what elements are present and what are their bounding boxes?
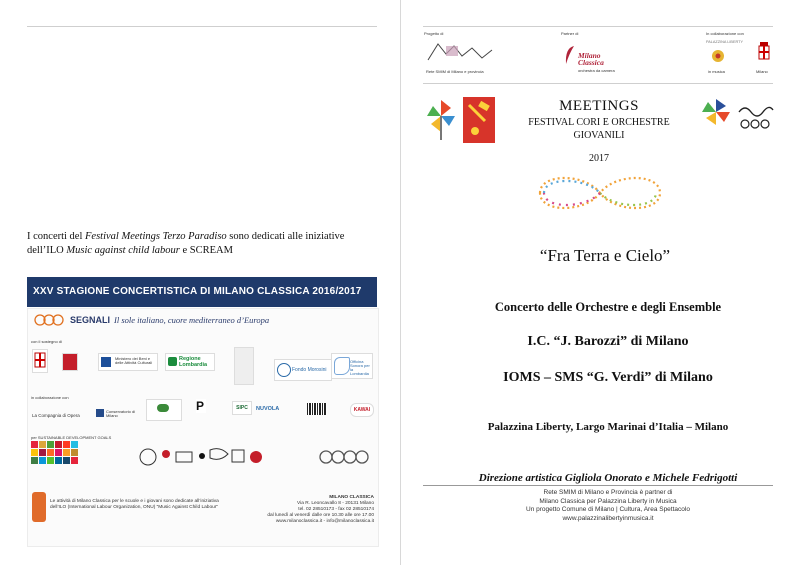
- barcode-icon: [307, 403, 327, 415]
- conservatorio-emblem-icon: [96, 409, 104, 417]
- pinwheel-icon: [425, 98, 457, 142]
- collab-name-1-sub: in musica: [708, 69, 725, 74]
- collab-label: In collaborazione con: [706, 31, 744, 36]
- ministero-emblem-icon: [101, 357, 111, 367]
- collab-logo-compagnia: La Compagnia di Opera: [32, 413, 80, 418]
- contact-address: Via R. Leoncavallo 8 - 20131 Milano: [297, 501, 374, 506]
- season-panel: [27, 308, 379, 547]
- pinwheel-dark-icon: [700, 98, 732, 126]
- footer-rule-right: [423, 485, 773, 486]
- concert-venue: Palazzina Liberty, Largo Marinai d’Italia – Milano: [487, 421, 729, 433]
- spiral-ornament-icon: [318, 445, 370, 469]
- dedication-line-1: I concerti del Festival Meetings Terzo Paradiso sono dedicati alle iniziative: [27, 231, 345, 242]
- sponsor-logo-tower: [234, 347, 254, 385]
- segnali-title: SEGNALI: [70, 315, 111, 325]
- collab-logo-conservatorio: Conservatorio di Milano: [94, 407, 140, 419]
- contact-block: [248, 495, 374, 525]
- concert-line-2: I.C. “J. Barozzi” di Milano: [527, 334, 689, 349]
- concert-line-3: IOMS – SMS “G. Verdi” di Milano: [503, 370, 713, 385]
- footer-web-link[interactable]: www.palazzinalibertyinmusica.it: [562, 514, 654, 522]
- season-banner: [27, 277, 377, 307]
- top-rule-left: [27, 26, 377, 27]
- sdg-grid-icon: [31, 441, 101, 469]
- footer-ilo-icon: [32, 492, 46, 522]
- concert-line-1: Concerto delle Orchestre e degli Ensemble: [494, 300, 722, 314]
- rete-smim-logo-icon: [426, 40, 496, 66]
- season-banner-title: XXV STAGIONE CONCERTISTICA DI MILANO CLASSICA 2016/2017: [33, 286, 362, 297]
- footer-info: [423, 489, 793, 523]
- contact-hours: dal lunedì al venerdì dalle ore 10.30 alle ore 17.00: [267, 513, 374, 518]
- conservatorio-dog-icon: [157, 404, 169, 412]
- concert-title: “Fra Terra e Cielo”: [539, 246, 671, 265]
- festival-year: 2017: [589, 153, 609, 164]
- lombardia-map-icon: [334, 357, 350, 375]
- dedication-line-2: dell’ILO Music against child labour e SCREAM: [27, 245, 233, 256]
- footer-line-2: Milano Classica per Palazzina Liberty in Musica: [539, 497, 677, 505]
- top-rule-right: [423, 26, 773, 27]
- collab-logo-kawai: KAWAI: [350, 403, 374, 417]
- scream-ornament-icon: [737, 102, 775, 132]
- partner-label: Partner di: [561, 31, 579, 36]
- sponsor-logo-officina: Officina Sonora per la Lombardia: [331, 353, 373, 379]
- contact-web: www.milanoclassica.it - info@milanoclassica.it: [275, 519, 374, 524]
- segnali-subtitle: Il sole italiano, cuore mediterraneo d’Europa: [114, 315, 270, 325]
- partner-name: Milano Classica: [578, 51, 604, 67]
- collab-logo-nuvola: NUVOLA: [256, 406, 280, 412]
- section-sdg-label: per SUSTAINABLE DEVELOPMENT GOALS: [31, 435, 112, 440]
- collab-logo-p: P: [196, 399, 205, 413]
- footer-line-3: Un progetto Comune di Milano | Cultura, Area Spettacolo: [526, 506, 690, 513]
- footer-note: Le attività di Milano Classica per le scuole e i giovani sono dedicate all’iniziativa dell’ILO (International Labour Organization, ONU) “Music Against Child Labour”: [50, 499, 219, 510]
- festival-title: MEETINGS: [559, 98, 639, 114]
- infinity-dots-logo-icon: [530, 168, 670, 218]
- header-rule-right: [423, 83, 773, 84]
- festival-subtitle-1: FESTIVAL CORI E ORCHESTRE: [528, 117, 670, 128]
- footer-line-1: Rete SMIM di Milano e Provincia è partner di: [543, 489, 673, 496]
- fondo-note-icon: [277, 363, 291, 377]
- spiral-logo-icon: [34, 312, 64, 328]
- progetto-label: Progetto di: [424, 31, 444, 36]
- sponsor-logo-fondo: Fondo Morosini: [274, 359, 332, 381]
- collab-name-1: PALAZZINA LIBERTY: [706, 40, 743, 44]
- collab-name-2: Milano: [756, 69, 768, 74]
- sponsor-logo-red: [62, 353, 78, 371]
- progetto-name: Rete SMIM di Milano e provincia: [426, 69, 484, 74]
- page-fold-line: [400, 0, 401, 565]
- collab-logo-sipc: SIPC: [232, 401, 252, 415]
- section-collaborazione-label: in collaborazione con: [31, 395, 69, 400]
- milano-crest-right-icon: [756, 40, 772, 64]
- milano-classica-logo-icon: [563, 44, 577, 66]
- contact-phone: tel. 02 28510173 - fax 02 28510174: [298, 507, 374, 512]
- dedication-text: [27, 230, 377, 258]
- scream-illustration-icon: [136, 444, 272, 470]
- scream-red-logo-icon: [463, 97, 495, 143]
- palazzina-liberty-logo-icon: [710, 48, 726, 64]
- sponsor-logo-ministero: Ministero dei Beni e delle Attività Culturali: [98, 353, 158, 371]
- sponsor-logo-regione: Regione Lombardia: [165, 353, 215, 371]
- milano-crest-icon: [32, 349, 48, 373]
- festival-subtitle-2: GIOVANILI: [573, 130, 625, 141]
- partner-sub: orchestra da camera: [578, 68, 615, 73]
- contact-name: MILANO CLASSICA: [329, 495, 374, 500]
- artistic-direction: Direzione artistica Gigliola Onorato e Michele Fedrigotti: [478, 472, 738, 484]
- section-sostegno-label: con il sostegno di: [31, 339, 62, 344]
- regione-rose-icon: [168, 357, 177, 366]
- collab-logo-green: [146, 399, 182, 421]
